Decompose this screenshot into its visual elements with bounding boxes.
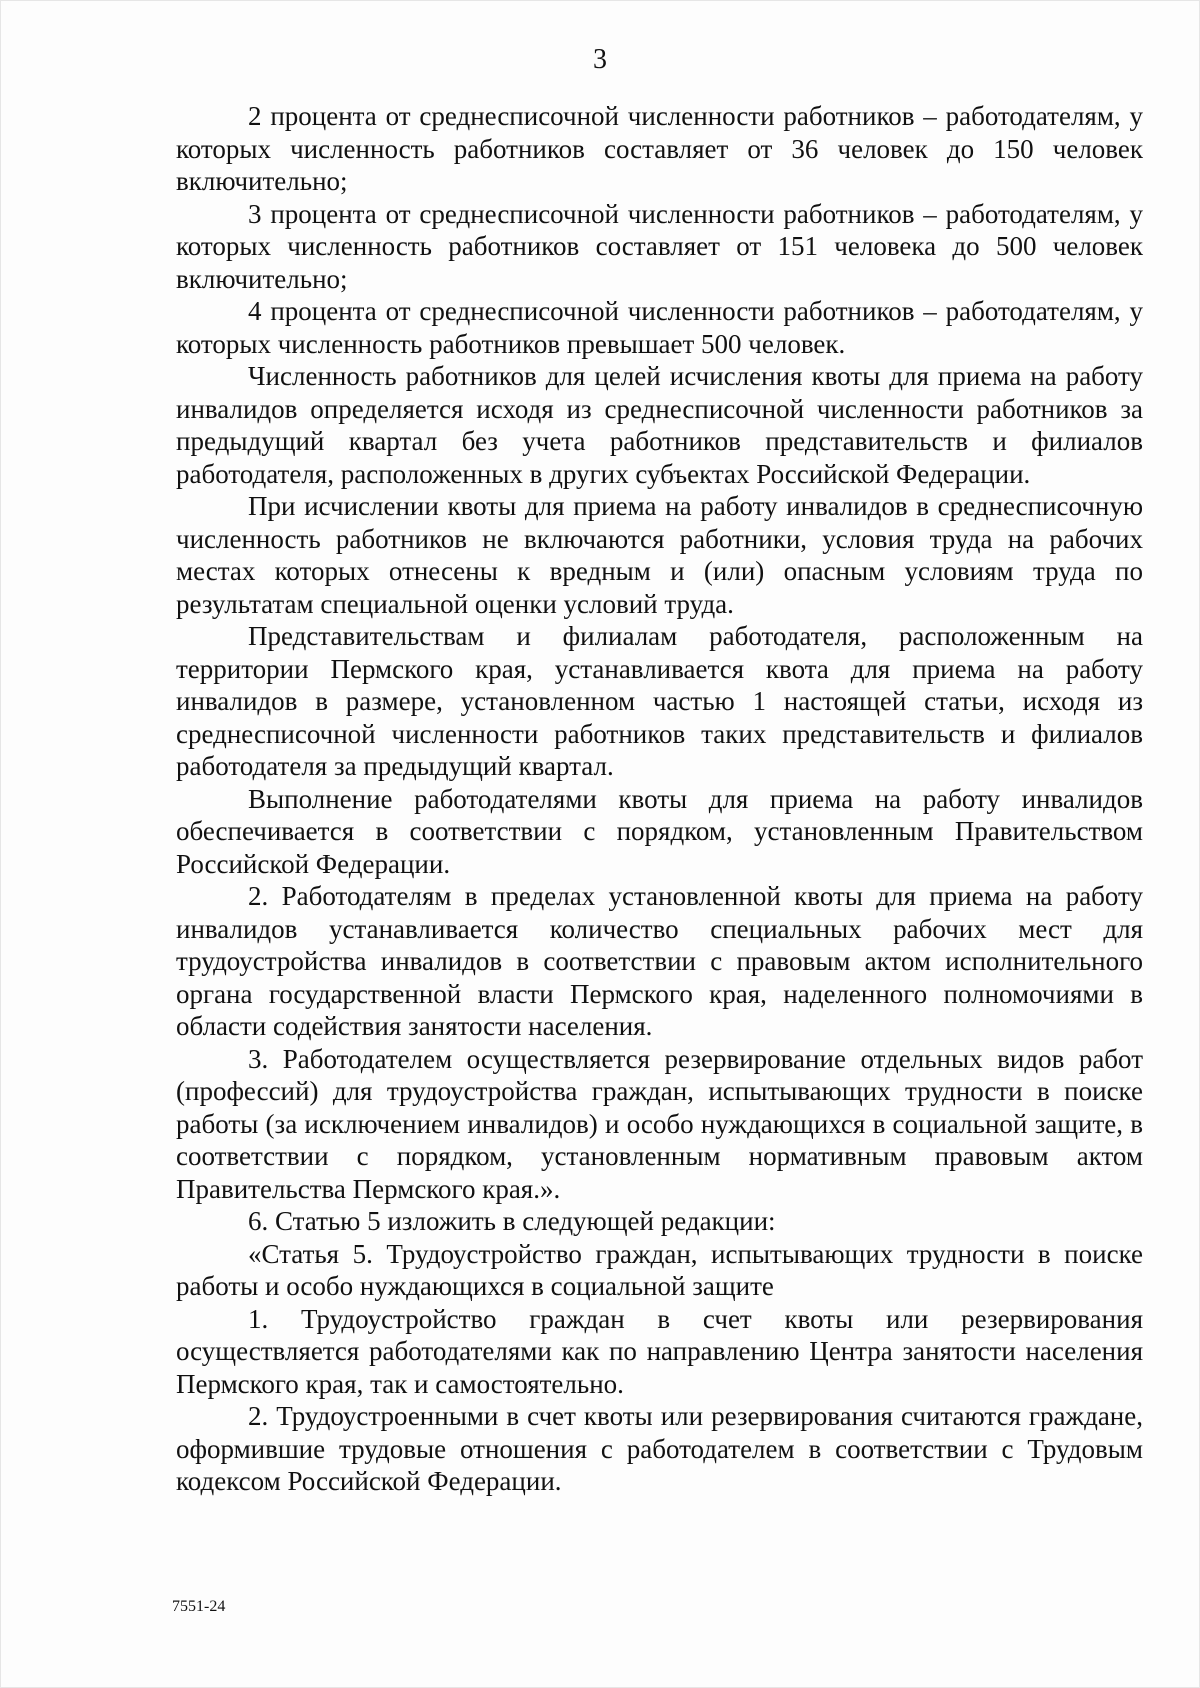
- document-code: 7551-24: [172, 1598, 226, 1615]
- page-number: 3: [593, 44, 607, 75]
- paragraph: Представительствам и филиалам работодателя, расположенным на территории Пермского края, устанавливается квота для приема на работу инвалидов в размере, установленном частью 1 настоящей статьи, исходя из среднесписочной численности работников таких представительств и филиалов работодателя за предыдущий квартал.: [176, 621, 1143, 781]
- paragraph: 3. Работодателем осуществляется резервирование отдельных видов работ (профессий) для трудоустройства граждан, испытывающих трудности в поиске работы (за исключением инвалидов) и особо нуждающихся в социальной защите, в соответствии с порядком, установленным нормативным правовым актом Правительства Пермского края.».: [176, 1043, 1143, 1204]
- paragraph: При исчислении квоты для приема на работу инвалидов в среднесписочную численность работников не включаются работники, условия труда на рабочих местах которых отнесены к вредным и (или) опасным условиям труда по результатам специальной оценки условий труда.: [176, 491, 1143, 619]
- paragraph: 2. Трудоустроенными в счет квоты или резервирования считаются граждане, оформившие трудовые отношения с работодателем в соответствии с Трудовым кодексом Российской Федерации.: [176, 1401, 1143, 1496]
- paragraph: 2 процента от среднесписочной численности работников – работодателям, у которых численность работников составляет от 36 человек до 150 человек включительно;: [176, 101, 1143, 196]
- paragraph: 1. Трудоустройство граждан в счет квоты или резервирования осуществляется работодателями как по направлению Центра занятости населения Пермского края, так и самостоятельно.: [176, 1303, 1143, 1399]
- paragraph: Выполнение работодателями квоты для приема на работу инвалидов обеспечивается в соответствии с порядком, установленным Правительством Российской Федерации.: [176, 783, 1143, 879]
- article-heading: «Статья 5. Трудоустройство граждан, испытывающих трудности в поиске работы и особо нуждающихся в социальной защите: [176, 1238, 1143, 1301]
- paragraph: 2. Работодателям в пределах установленной квоты для приема на работу инвалидов устанавливается количество специальных рабочих мест для трудоустройства инвалидов в соответствии с правовым актом исполнительного органа государственной власти Пермского края, наделенного полномочиями в области содействия занятости населения.: [176, 881, 1143, 1041]
- paragraph: 4 процента от среднесписочной численности работников – работодателям, у которых численность работников превышает 500 человек.: [176, 296, 1143, 359]
- paragraph: 3 процента от среднесписочной численности работников – работодателям, у которых численность работников составляет от 151 человека до 500 человек включительно;: [176, 198, 1143, 294]
- document-body: [176, 100, 1143, 1498]
- paragraph: 6. Статью 5 изложить в следующей редакции:: [248, 1206, 776, 1236]
- paragraph: Численность работников для целей исчисления квоты для приема на работу инвалидов определяется исходя из среднесписочной численности работников за предыдущий квартал без учета работников представительств и филиалов работодателя, расположенных в других субъектах Российской Федерации.: [176, 361, 1143, 489]
